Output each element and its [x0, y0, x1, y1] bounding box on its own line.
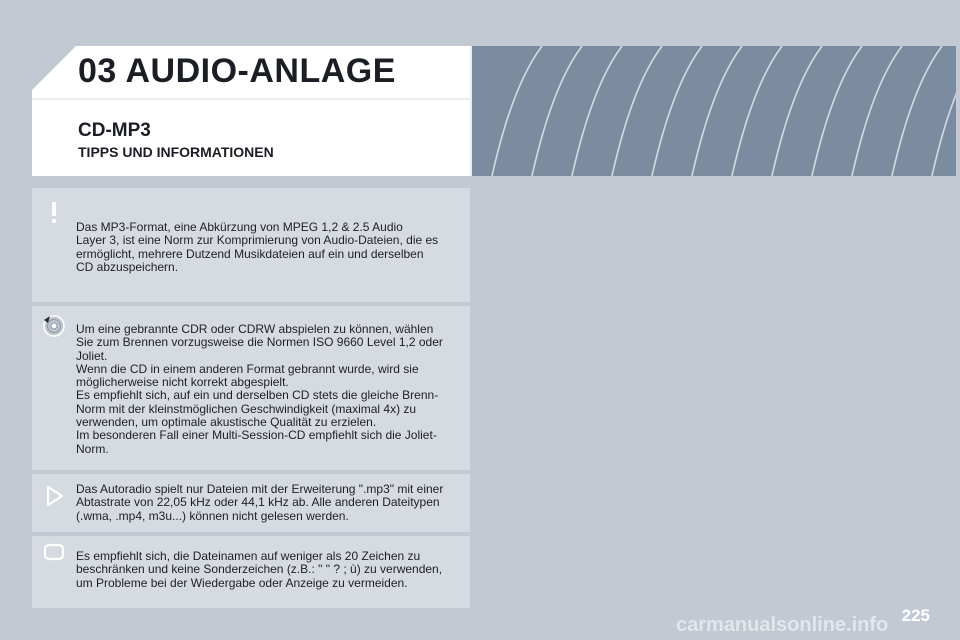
text-line: um Probleme bei der Wiedergabe oder Anzeige zu vermeiden. — [76, 575, 408, 590]
play-triangle-icon — [42, 484, 66, 508]
section-title: CD-MP3 — [78, 120, 151, 141]
info-panel-cdr-burning — [32, 306, 470, 470]
decorative-stripe-band — [472, 46, 956, 176]
page-number: 225 — [901, 606, 930, 625]
text-line: Es empfiehlt sich, auf ein und derselben CD stets die gleiche Brenn- — [76, 388, 439, 403]
info-panel-mp3-format — [32, 188, 470, 302]
info-panel-file-format — [32, 474, 470, 532]
text-line: Norm. — [76, 441, 109, 456]
text-line: Im besonderen Fall einer Multi-Session-CD empfiehlt sich die Joliet- — [76, 428, 437, 443]
section-subtitle: TIPPS UND INFORMATIONEN — [78, 144, 274, 160]
decorative-curves — [472, 46, 956, 176]
text-line: beschränken und keine Sonderzeichen (z.B.: " " ? ; ù) zu verwenden, — [76, 562, 443, 577]
text-line: CD abzuspeichern. — [76, 259, 179, 274]
watermark-text: carmanualsonline.info — [676, 614, 889, 636]
text-line: Das Autoradio spielt nur Dateien mit der Erweiterung ".mp3" mit einer — [76, 482, 444, 496]
panel-text — [76, 550, 462, 590]
cd-disc-icon — [42, 314, 66, 338]
title-corner-cut — [32, 46, 76, 90]
text-line: Layer 3, ist eine Norm zur Komprimierung von Audio-Dateien, die es — [76, 233, 439, 248]
text-line: (.wma, .mp4, m3u...) können nicht gelesen werden. — [76, 508, 349, 523]
text-line: Joliet. — [76, 348, 108, 363]
text-line: Wenn die CD in einem anderen Format gebrannt wurde, wird sie — [76, 361, 419, 376]
text-line: verwenden, um optimale akustische Qualität zu erzielen. — [76, 415, 377, 430]
text-line: Abtastrate von 22,05 kHz oder 44,1 kHz ab. Alle anderen Dateitypen — [76, 495, 440, 510]
text-line: Sie zum Brennen vorzugsweise die Normen ISO 9660 Level 1,2 oder — [76, 335, 443, 350]
text-line: Das MP3-Format, eine Abkürzung von MPEG 1,2 & 2.5 Audio — [76, 220, 403, 234]
chapter-title: 03 AUDIO-ANLAGE — [78, 52, 396, 90]
text-line: Um eine gebrannte CDR oder CDRW abspielen zu können, wählen — [76, 322, 434, 336]
info-panel-file-names — [32, 536, 470, 608]
text-line: Es empfiehlt sich, die Dateinamen auf weniger als 20 Zeichen zu — [76, 549, 421, 563]
text-line: möglicherweise nicht korrekt abgespielt. — [76, 375, 289, 390]
rounded-square-icon — [42, 540, 66, 564]
text-line: Norm mit der kleinstmöglichen Geschwindigkeit (maximal 4x) zu — [76, 401, 417, 416]
text-line: ermöglicht, mehrere Dutzend Musikdateien auf ein und derselben — [76, 246, 424, 261]
exclamation-icon — [42, 200, 66, 224]
panel-text — [76, 323, 462, 456]
panel-text — [76, 483, 462, 523]
panel-text — [76, 221, 462, 274]
